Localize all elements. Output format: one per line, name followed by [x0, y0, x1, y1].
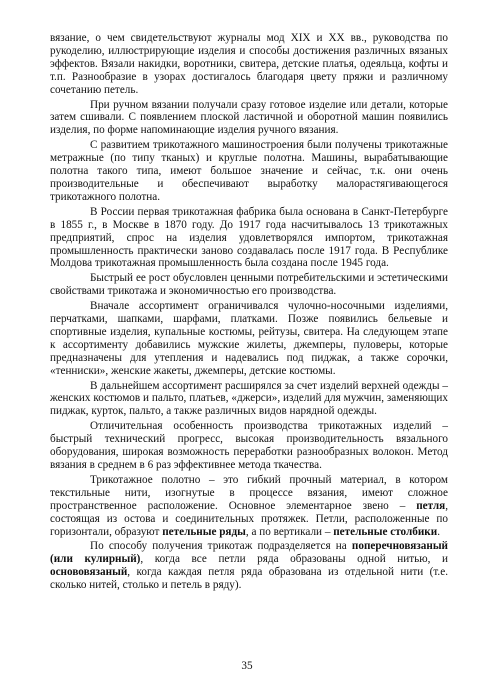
paragraph	[50, 474, 448, 539]
bold-term: петельные столбики	[333, 525, 438, 538]
text-run: , а по вертикали –	[245, 525, 334, 538]
paragraph	[50, 139, 448, 204]
text-run: , когда каждая петля ряда образована из отдельной нити (т.е. сколько нитей, столько и петель в ряду).	[50, 566, 448, 592]
text-run: Вначале ассортимент ограничивался чулочно-носочными изделиями, перчатками, шапками, шарфами, платками. Позже появились бельевые и спортивные изделия, купальные костюмы, рейтузы, свитера. На следующем этапе к ассортименту добавились мужские жилеты, джемперы, пуловеры, которые предназначены для утепления и надевались под пиджак, а также сорочки, «тенниски», женские жакеты, джемперы, детские костюмы.	[50, 300, 448, 377]
text-run: Отличительная особенность производства трикотажных изделий – быстрый технический прогресс, высокая производительность вязального оборудования, широкая возможность переработки разнообразных волокон. Метод вязания в среднем в 6 раз эффективнее метода ткачества.	[50, 420, 448, 471]
paragraph	[50, 206, 448, 271]
text-run: , состоящая из остова и соединительных протяжек. Петли, расположенные по горизонтали, образуют	[50, 499, 448, 538]
text-run: , когда все петли ряда образованы одной нитью, и	[140, 553, 449, 566]
paragraph	[50, 540, 448, 592]
body-text	[50, 32, 448, 594]
paragraph	[50, 272, 448, 298]
text-run: вязание, о чем свидетельствуют журналы мод XIX и XX вв., руководства по рукоделию, иллюстрирующие изделия и способы достижения различных вязаных эффектов. Вязали накидки, воротники, свитера, детские платья, одеяльца, кофты и т.п. Разнообразие в узорах достигалось благодаря цвету пряжи и различному сочетанию петель.	[50, 32, 448, 96]
text-run: По способу получения трикотаж подразделяется на	[90, 540, 352, 553]
text-run: Быстрый ее рост обусловлен ценными потребительскими и эстетическими свойствами трикотажа и экономичностью его производства.	[50, 272, 448, 298]
bold-term: петля	[416, 499, 446, 512]
text-run: .	[437, 525, 440, 538]
bold-term: основовязаный	[50, 566, 128, 579]
text-run: С развитием трикотажного машиностроения были получены трикотажные метражные (по типу тканых) и круглые полотна. Машины, вырабатывающие полотна такого типа, имеют большое значение и сейчас, т.к. они очень производительные и обеспечивают выработку малорастягивающегося трикотажного полотна.	[50, 139, 448, 203]
paragraph	[50, 380, 448, 419]
bold-term: поперечновязаный (или кулирный)	[50, 540, 448, 566]
text-run: В дальнейшем ассортимент расширялся за счет изделий верхней одежды – женских костюмов и пальто, платьев, «джерси», изделий для мужчин, заменяющих пиджак, курток, пальто, а также различных видов нарядной одежды.	[50, 379, 448, 418]
paragraph	[50, 420, 448, 472]
text-run: При ручном вязании получали сразу готовое изделие или детали, которые затем сшивали. С появлением плоской ластичной и оборотной машин появились изделия, по форме напоминающие изделия ручного вязания.	[50, 98, 448, 137]
paragraph	[50, 99, 448, 138]
paragraph	[50, 300, 448, 377]
paragraph	[50, 32, 448, 97]
text-run: В России первая трикотажная фабрика была основана в Санкт-Петербурге в 1855 г., в Москве в 1870 году. До 1917 года насчитывалось 13 трикотажных предприятий, спрос на изделия удовлетворялся импортом, трикотажная промышленность практически заново создавалась после 1917 года. В Республике Молдова трикотажная промышленность была создана после 1945 года.	[50, 205, 448, 270]
page-number: 35	[241, 660, 253, 672]
text-run: Трикотажное полотно – это гибкий прочный материал, в котором текстильные нити, изогнутые в процессе вязания, имеют сложное пространственное расположение. Основное элементарное звено –	[50, 473, 448, 512]
bold-term: петельные ряды	[162, 525, 246, 538]
